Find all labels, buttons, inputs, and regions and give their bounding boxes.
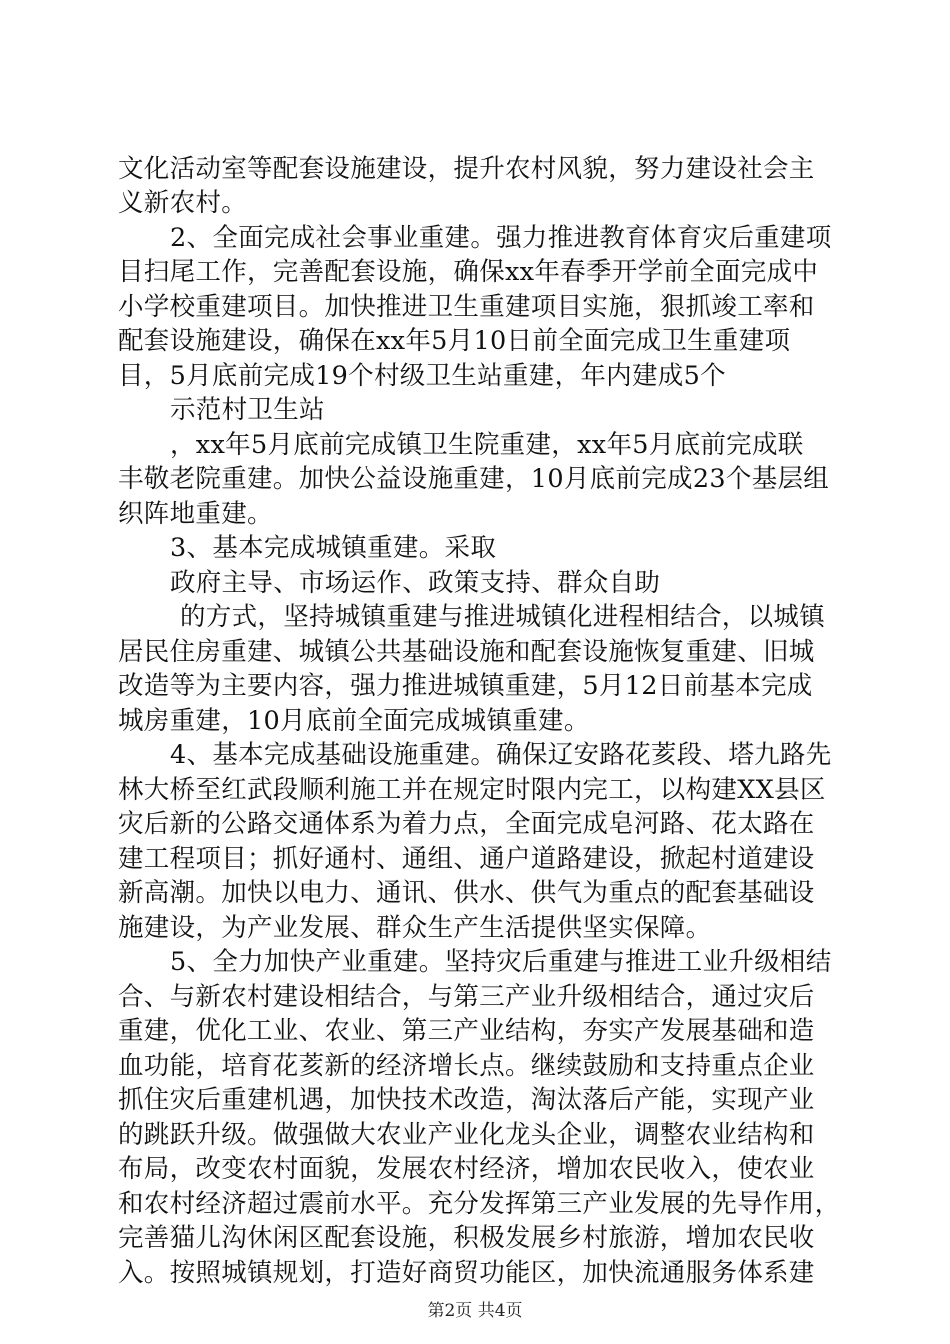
text-line: 改造等为主要内容，强力推进城镇重建，5月12日前基本完成 bbox=[118, 671, 813, 701]
text-line: 和农村经济超过震前水平。充分发挥第三产业发展的先导作用， bbox=[118, 1189, 841, 1219]
text-line: 配套设施建设，确保在xx年5月10日前全面完成卫生重建项 bbox=[118, 326, 791, 356]
text-line: 血功能，培育花荄新的经济增长点。继续鼓励和支持重点企业 bbox=[118, 1051, 815, 1081]
text-line: 抓住灾后重建机遇，加快技术改造，淘汰落后产能，实现产业 bbox=[118, 1085, 815, 1115]
text-line: 施建设，为产业发展、群众生产生活提供坚实保障。 bbox=[118, 913, 712, 943]
text-line: ，xx年5月底前完成镇卫生院重建，xx年5月底前完成联 bbox=[170, 430, 804, 460]
text-line: 重建，优化工业、农业、第三产业结构，夯实产发展基础和造 bbox=[118, 1016, 815, 1046]
text-line: 义新农村。 bbox=[118, 188, 248, 218]
text-line: 2、全面完成社会事业重建。强力推进教育体育灾后重建项 bbox=[170, 223, 832, 253]
text-line: 的跳跃升级。做强做大农业产业化龙头企业，调整农业结构和 bbox=[118, 1120, 815, 1150]
text-line: 合、与新农村建设相结合，与第三产业升级相结合，通过灾后 bbox=[118, 982, 815, 1012]
text-line: 新高潮。加快以电力、通讯、供水、供气为重点的配套基础设 bbox=[118, 878, 815, 908]
text-line: 目扫尾工作，完善配套设施，确保xx年春季开学前全面完成中 bbox=[118, 257, 819, 287]
text-line: 小学校重建项目。加快推进卫生重建项目实施，狠抓竣工率和 bbox=[118, 292, 815, 322]
text-line: 4、基本完成基础设施重建。确保辽安路花荄段、塔九路先 bbox=[170, 740, 832, 770]
text-line: 示范村卫生站 bbox=[170, 395, 325, 425]
text-line: 入。按照城镇规划，打造好商贸功能区，加快流通服务体系建 bbox=[118, 1258, 815, 1288]
text-line: 织阵地重建。 bbox=[118, 499, 273, 529]
text-line: 文化活动室等配套设施建设，提升农村风貌，努力建设社会主 bbox=[118, 154, 815, 184]
text-line: 的方式，坚持城镇重建与推进城镇化进程相结合，以城镇 bbox=[180, 602, 826, 632]
page-number-footer: 第2页 共4页 bbox=[427, 1301, 523, 1321]
text-line: 政府主导、市场运作、政策支持、群众自助 bbox=[170, 568, 661, 598]
text-line: 城房重建，10月底前全面完成城镇重建。 bbox=[118, 706, 590, 736]
text-line: 丰敬老院重建。加快公益设施重建，10月底前完成23个基层组 bbox=[118, 464, 830, 494]
text-line: 建工程项目；抓好通村、通组、通户道路建设，掀起村道建设 bbox=[118, 844, 815, 874]
text-line: 5、全力加快产业重建。坚持灾后重建与推进工业升级相结 bbox=[170, 947, 832, 977]
text-line: 灾后新的公路交通体系为着力点，全面完成皂河路、花太路在 bbox=[118, 809, 815, 839]
text-line: 布局，改变农村面貌，发展农村经济，增加农民收入，使农业 bbox=[118, 1154, 815, 1184]
text-line: 林大桥至红武段顺利施工并在规定时限内完工，以构建XX县区 bbox=[118, 775, 826, 805]
text-line: 3、基本完成城镇重建。采取 bbox=[170, 533, 497, 563]
text-line: 目，5月底前完成19个村级卫生站重建，年内建成5个 bbox=[118, 361, 726, 391]
text-line: 完善猫儿沟休闲区配套设施，积极发展乡村旅游，增加农民收 bbox=[118, 1223, 815, 1253]
text-line: 居民住房重建、城镇公共基础设施和配套设施恢复重建、旧城 bbox=[118, 637, 815, 667]
